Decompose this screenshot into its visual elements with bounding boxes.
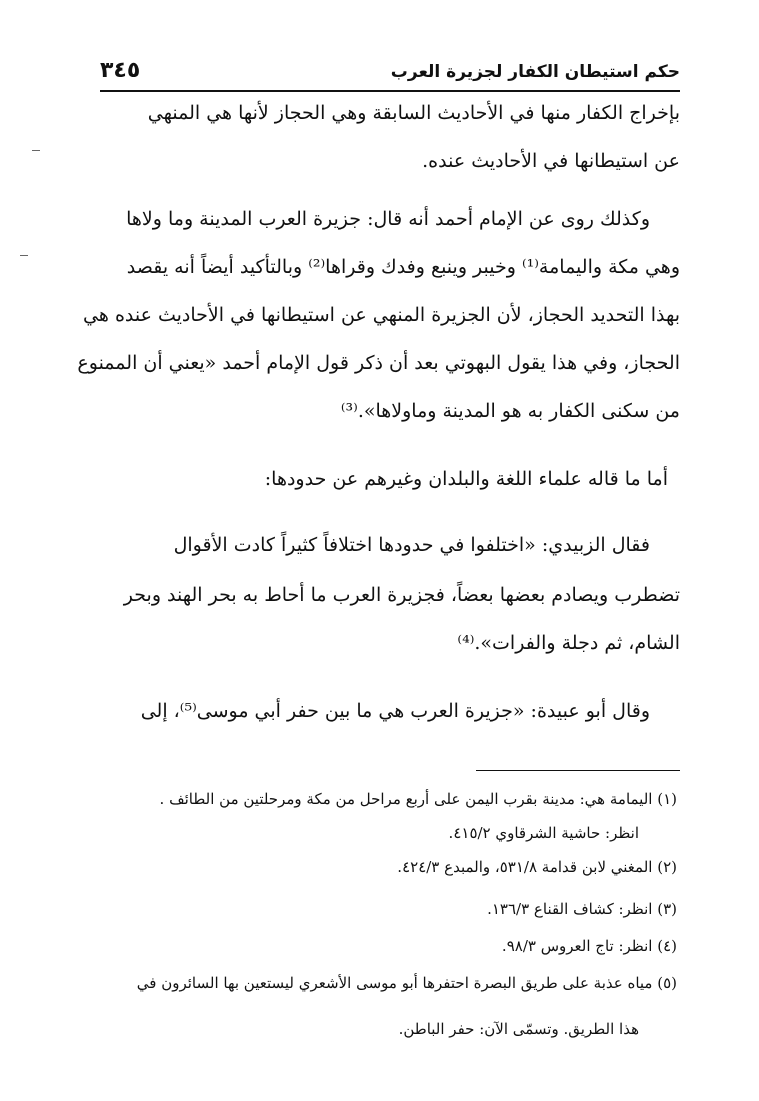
footnote: (٥) مياه عذبة على طريق البصرة احتفرها أبو موسى الأشعري ليستعين بها السائرون في (136, 974, 677, 992)
main-text (77, 0, 680, 760)
text-line: فقال الزبيدي: «اختلفوا في حدودها اختلافاً كثيراً كادت الأقوال (173, 534, 650, 556)
text-line: بهذا التحديد الحجاز، لأن الجزيرة المنهي عن استيطانها في الأحاديث عنده هي (83, 304, 680, 326)
text-line: وهي مكة واليمامة⁽¹⁾ وخيبر وينبع وفدك وقراها⁽²⁾ وبالتأكيد أيضاً أنه يقصد (126, 256, 680, 278)
footnote-continuation: انظر: حاشية الشرقاوي ٤١٥/٢. (448, 824, 639, 842)
text-line: وقال أبو عبيدة: «جزيرة العرب هي ما بين حفر أبي موسى⁽⁵⁾، إلى (140, 700, 650, 722)
margin-mark (20, 255, 28, 256)
footnote-separator (476, 770, 680, 771)
footnote: (٤) انظر: تاج العروس ٩٨/٣. (501, 937, 677, 955)
text-line: الحجاز، وفي هذا يقول البهوتي بعد أن ذكر قول الإمام أحمد «يعني أن الممنوع (77, 352, 680, 374)
footnote-continuation: هذا الطريق. وتسمّى الآن: حفر الباطن. (398, 1020, 639, 1038)
text-line: من سكنى الكفار به هو المدينة وماولاها».⁽³⁾ (340, 400, 680, 422)
footnote: (١) اليمامة هي: مدينة بقرب اليمن على أربع مراحل من مكة ومرحلتين من الطائف . (159, 790, 677, 808)
text-line: أما ما قاله علماء اللغة والبلدان وغيرهم عن حدودها: (264, 468, 668, 490)
footnote: (٣) انظر: كشاف القناع ١٣٦/٣. (487, 900, 677, 918)
page-number: ٣٤٥ (100, 58, 141, 83)
header-title: حكم استيطان الكفار لجزيرة العرب (390, 62, 680, 82)
text-line: بإخراج الكفار منها في الأحاديث السابقة وهي الحجاز لأنها هي المنهي (147, 102, 680, 124)
text-line: وكذلك روى عن الإمام أحمد أنه قال: جزيرة العرب المدينة وما ولاها (126, 208, 650, 230)
margin-mark (32, 150, 40, 151)
text-line: تضطرب ويصادم بعضها بعضاً، فجزيرة العرب ما أحاط به بحر الهند وبحر (123, 584, 680, 606)
text-line: الشام، ثم دجلة والفرات».⁽⁴⁾ (457, 632, 680, 654)
footnote: (٢) المغني لابن قدامة ٥٣١/٨، والمبدع ٤٢٤/٣. (397, 858, 677, 876)
text-line: عن استيطانها في الأحاديث عنده. (422, 150, 680, 172)
